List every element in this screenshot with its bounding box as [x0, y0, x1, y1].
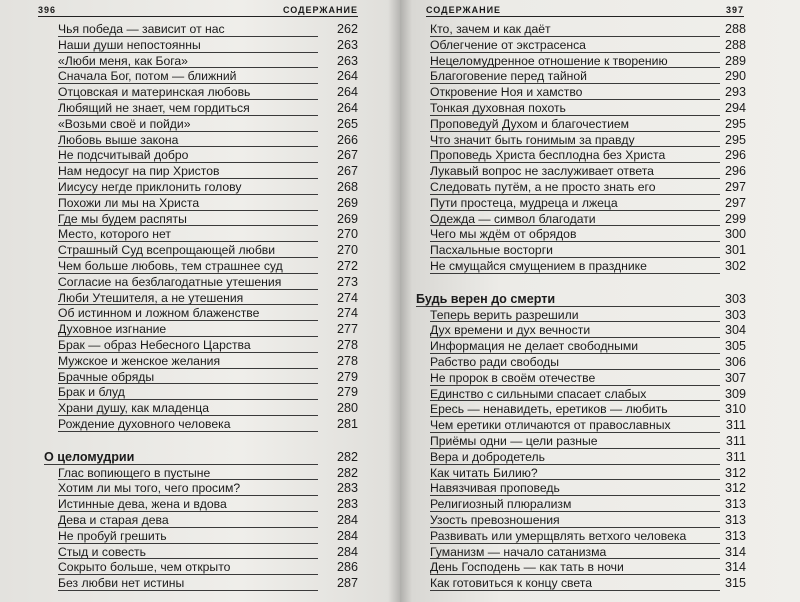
toc-entry [416, 497, 746, 513]
right-running-title: СОДЕРЖАНИЕ [426, 5, 502, 15]
toc-entry-page: 304 [724, 323, 746, 338]
toc-entry-page: 307 [724, 370, 746, 385]
toc-entry-page: 314 [724, 544, 746, 559]
toc-entry-page: 303 [724, 307, 746, 322]
toc-entry-page: 282 [336, 465, 358, 480]
toc-entry-page: 312 [724, 465, 746, 480]
toc-entry-page: 296 [724, 164, 746, 179]
toc-entry-page: 264 [336, 100, 358, 115]
right-page-number: 397 [725, 5, 744, 15]
toc-entry-title: Храни душу, как младенца [58, 401, 209, 416]
toc-entry [416, 560, 746, 576]
toc-entry-title: Единство с сильными спасает слабых [430, 386, 647, 401]
right-running-head [426, 3, 744, 17]
toc-entry-page: 263 [336, 53, 358, 68]
toc-entry-title: Чья победа — зависит от нас [58, 22, 225, 36]
toc-entry [44, 291, 358, 307]
toc-entry-title: День Господень — как тать в ночи [430, 560, 624, 575]
toc-entry-title: Не смущайся смущением в празднике [430, 258, 647, 273]
toc-entry-page: 296 [724, 148, 746, 163]
toc-entry-title: Нецеломудренное отношение к творению [430, 53, 668, 68]
toc-section-heading [44, 450, 358, 466]
toc-entry-title: Брачные обряды [58, 369, 155, 384]
toc-entry-title: О целомудрии [44, 449, 135, 464]
toc-entry [44, 370, 358, 386]
toc-entry [44, 275, 358, 291]
toc-entry-page: 270 [336, 227, 358, 242]
toc-entry [416, 164, 746, 180]
toc-entry [416, 54, 746, 70]
toc-entry-page: 262 [336, 22, 358, 36]
toc-entry-title: Навязчивая проповедь [430, 481, 560, 496]
toc-entry [416, 481, 746, 497]
toc-entry-title: Лукавый вопрос не заслуживает ответа [430, 164, 654, 179]
toc-entry-page: 269 [336, 211, 358, 226]
toc-entry [416, 259, 746, 275]
toc-entry [44, 180, 358, 196]
toc-entry-title: Чем еретики отличаются от православных [430, 418, 671, 433]
toc-entry-title: Узость превозношения [430, 512, 560, 527]
toc-entry-page: 313 [724, 512, 746, 527]
toc-entry [44, 54, 358, 70]
toc-entry-title: Мужское и женское желания [58, 353, 221, 368]
toc-entry [416, 227, 746, 243]
toc-entry-page: 287 [336, 576, 358, 591]
toc-entry [44, 576, 358, 592]
toc-entry [44, 322, 358, 338]
toc-entry [416, 180, 746, 196]
toc-entry [44, 148, 358, 164]
toc-entry [44, 69, 358, 85]
toc-entry-title: Брак и блуд [58, 385, 125, 400]
toc-entry [44, 259, 358, 275]
toc-entry-page: 263 [336, 37, 358, 52]
toc-entry-title: Приёмы одни — цели разные [430, 433, 598, 448]
toc-entry [416, 117, 746, 133]
left-toc-list [44, 22, 358, 592]
toc-entry-title: Не пророк в своём отечестве [430, 370, 596, 385]
toc-entry [44, 38, 358, 54]
toc-entry-page: 264 [336, 85, 358, 100]
right-toc-list [416, 22, 746, 592]
toc-entry [416, 513, 746, 529]
toc-entry-title: Без любви нет истины [58, 576, 185, 591]
toc-entry-title: Чего мы ждём от обрядов [430, 227, 577, 242]
toc-entry-page: 310 [724, 402, 746, 417]
left-running-head [38, 3, 358, 17]
toc-entry [44, 243, 358, 259]
toc-entry-title: Информация не делает свободными [430, 339, 639, 354]
toc-entry [44, 338, 358, 354]
toc-entry-title: Гуманизм — начало сатанизма [430, 544, 607, 559]
toc-entry [44, 354, 358, 370]
toc-entry-title: Рабство ради свободы [430, 354, 559, 369]
toc-entry-title: Чем больше любовь, тем страшнее суд [58, 258, 283, 273]
toc-entry [44, 306, 358, 322]
toc-entry-title: Как готовиться к концу света [430, 576, 592, 591]
toc-entry-title: Пути простеца, мудреца и лжеца [430, 195, 618, 210]
toc-entry-title: Любовь выше закона [58, 132, 179, 147]
toc-entry-title: Сначала Бог, потом — ближний [58, 69, 237, 84]
toc-entry [416, 85, 746, 101]
toc-entry [44, 545, 358, 561]
toc-entry-page: 284 [336, 512, 358, 527]
toc-entry-page: 272 [336, 258, 358, 273]
toc-entry-title: Вера и добродетель [430, 449, 545, 464]
toc-entry-title: Любящий не знает, чем гордиться [58, 100, 250, 115]
toc-entry [44, 85, 358, 101]
toc-entry-page: 289 [724, 53, 746, 68]
toc-entry-page: 299 [724, 211, 746, 226]
toc-entry-page: 290 [724, 69, 746, 84]
toc-entry [416, 308, 746, 324]
toc-entry-page: 274 [336, 290, 358, 305]
toc-entry-page: 282 [336, 449, 358, 464]
toc-entry-title: Проповедуй Духом и благочестием [430, 116, 630, 131]
toc-entry-title: Брак — образ Небесного Царства [58, 337, 251, 352]
toc-entry-page: 274 [336, 306, 358, 321]
toc-entry [416, 529, 746, 545]
toc-entry-page: 295 [724, 132, 746, 147]
toc-entry-title: Дева и старая дева [58, 512, 169, 527]
toc-entry [44, 417, 358, 433]
toc-entry-page: 313 [724, 497, 746, 512]
toc-entry [44, 133, 358, 149]
toc-entry [416, 243, 746, 259]
toc-entry-page: 311 [725, 433, 746, 448]
toc-entry [44, 481, 358, 497]
toc-entry-page: 301 [724, 243, 746, 258]
toc-entry [416, 355, 746, 371]
toc-entry-title: Место, которого нет [58, 227, 171, 242]
toc-entry [416, 69, 746, 85]
toc-entry-title: Кто, зачем и как даёт [430, 22, 551, 36]
toc-entry-page: 283 [336, 497, 358, 512]
toc-entry-title: Страшный Суд всепрощающей любви [58, 243, 276, 258]
toc-entry-page: 267 [336, 148, 358, 163]
toc-entry-title: Пасхальные восторги [430, 243, 553, 258]
toc-entry-title: Согласие на безблагодатные утешения [58, 274, 282, 289]
toc-entry [416, 38, 746, 54]
toc-entry [416, 101, 746, 117]
toc-entry-page: 315 [724, 576, 746, 591]
toc-entry [416, 196, 746, 212]
toc-entry-title: Дух времени и дух вечности [430, 323, 591, 338]
toc-entry [44, 401, 358, 417]
toc-entry-page: 293 [724, 85, 746, 100]
toc-entry-title: Хотим ли мы того, чего просим? [58, 481, 241, 496]
toc-entry-page: 302 [724, 258, 746, 273]
toc-entry [416, 212, 746, 228]
toc-entry-title: Одежда — символ благодати [430, 211, 596, 226]
toc-entry-page: 280 [336, 401, 358, 416]
toc-entry [416, 402, 746, 418]
toc-entry-page: 279 [336, 385, 358, 400]
toc-entry-page: 303 [724, 291, 746, 306]
toc-entry-title: Рождение духовного человека [58, 416, 231, 431]
toc-entry [416, 371, 746, 387]
toc-entry-title: Что значит быть гонимым за правду [430, 132, 635, 147]
toc-entry-title: Благоговение перед тайной [430, 69, 587, 84]
toc-entry [44, 164, 358, 180]
toc-entry [44, 560, 358, 576]
toc-entry-page: 283 [336, 481, 358, 496]
toc-entry [416, 22, 746, 38]
toc-entry-title: Об истинном и ложном блаженстве [58, 306, 260, 321]
toc-entry-page: 278 [336, 337, 358, 352]
toc-entry [44, 22, 358, 38]
toc-entry-page: 268 [336, 179, 358, 194]
toc-entry [44, 101, 358, 117]
right-page [400, 0, 800, 602]
toc-entry-title: Теперь верить разрешили [430, 307, 579, 322]
toc-entry-page: 278 [336, 353, 358, 368]
toc-entry [416, 323, 746, 339]
section-spacer [44, 433, 358, 450]
toc-entry [44, 513, 358, 529]
toc-entry-page: 269 [336, 195, 358, 210]
toc-entry-title: Наши души непостоянны [58, 37, 201, 52]
toc-entry [44, 117, 358, 133]
toc-entry-title: Духовное изгнание [58, 322, 167, 337]
toc-entry-page: 284 [336, 544, 358, 559]
toc-entry-page: 294 [724, 100, 746, 115]
toc-entry-page: 311 [725, 449, 746, 464]
toc-entry-title: Люби Утешителя, а не утешения [58, 290, 244, 305]
toc-entry-page: 297 [724, 179, 746, 194]
toc-entry-page: 281 [336, 416, 358, 431]
toc-entry-title: Развивать или умерщвлять ветхого человека [430, 528, 687, 543]
toc-entry-title: «Возьми своё и пойди» [58, 116, 191, 131]
toc-entry [44, 385, 358, 401]
toc-entry-title: Будь верен до смерти [416, 291, 556, 306]
toc-entry-title: Истинные дева, жена и вдова [58, 497, 227, 512]
toc-entry-page: 273 [336, 274, 358, 289]
toc-entry [416, 466, 746, 482]
toc-entry [416, 545, 746, 561]
toc-entry-page: 288 [724, 37, 746, 52]
toc-entry-page: 313 [724, 528, 746, 543]
toc-entry-page: 306 [724, 354, 746, 369]
toc-entry-title: Не пробуй грешить [58, 528, 167, 543]
toc-entry-title: Нам недосуг на пир Христов [58, 164, 220, 179]
toc-entry-page: 309 [724, 386, 746, 401]
section-spacer [416, 275, 746, 292]
left-running-title: СОДЕРЖАНИЕ [282, 5, 358, 15]
toc-entry-title: Облегчение от экстрасенса [430, 37, 586, 52]
toc-entry-page: 264 [336, 69, 358, 84]
toc-entry [416, 387, 746, 403]
toc-entry-title: Где мы будем распяты [58, 211, 187, 226]
toc-entry-page: 277 [336, 322, 358, 337]
toc-section-heading [416, 292, 746, 308]
toc-entry-title: Религиозный плюрализм [430, 497, 572, 512]
toc-entry [416, 339, 746, 355]
toc-entry-title: Отцовская и материнская любовь [58, 85, 251, 100]
toc-entry-page: 284 [336, 528, 358, 543]
toc-entry-page: 270 [336, 243, 358, 258]
toc-entry-page: 267 [336, 164, 358, 179]
toc-entry [44, 497, 358, 513]
toc-entry-page: 297 [724, 195, 746, 210]
toc-entry-page: 312 [724, 481, 746, 496]
toc-entry-page: 266 [336, 132, 358, 147]
toc-entry [416, 418, 746, 434]
toc-entry-title: Похожи ли мы на Христа [58, 195, 200, 210]
toc-entry-page: 286 [336, 560, 358, 575]
toc-entry [44, 212, 358, 228]
toc-entry [416, 576, 746, 592]
toc-entry [416, 450, 746, 466]
toc-entry-title: Проповедь Христа бесплодна без Христа [430, 148, 666, 163]
toc-entry [44, 196, 358, 212]
toc-entry-title: Следовать путём, а не просто знать его [430, 179, 656, 194]
toc-entry [44, 466, 358, 482]
toc-entry-page: 265 [336, 116, 358, 131]
toc-entry-page: 279 [336, 369, 358, 384]
toc-entry-title: Иисусу негде приклонить голову [58, 179, 242, 194]
toc-entry [416, 133, 746, 149]
toc-entry-title: Не подсчитывай добро [58, 148, 189, 163]
toc-entry-title: Тонкая духовная похоть [430, 100, 566, 115]
toc-entry-page: 300 [724, 227, 746, 242]
toc-entry-title: Сокрыто больше, чем открыто [58, 560, 231, 575]
toc-entry [44, 227, 358, 243]
toc-entry [416, 148, 746, 164]
toc-entry-page: 288 [724, 22, 746, 36]
toc-entry-title: Глас вопиющего в пустыне [58, 465, 211, 480]
toc-entry-page: 311 [725, 418, 746, 433]
toc-entry-title: Ересь — ненавидеть, еретиков — любить [430, 402, 668, 417]
toc-entry-page: 305 [724, 339, 746, 354]
toc-entry-title: Откровение Ноя и хамство [430, 85, 583, 100]
toc-entry-title: Как читать Билию? [430, 465, 538, 480]
toc-entry-title: Стыд и совесть [58, 544, 146, 559]
left-page-number: 396 [38, 5, 57, 15]
toc-entry-page: 295 [724, 116, 746, 131]
toc-entry [44, 529, 358, 545]
toc-entry-page: 314 [724, 560, 746, 575]
toc-entry-title: «Люби меня, как Бога» [58, 53, 188, 68]
toc-entry [416, 434, 746, 450]
